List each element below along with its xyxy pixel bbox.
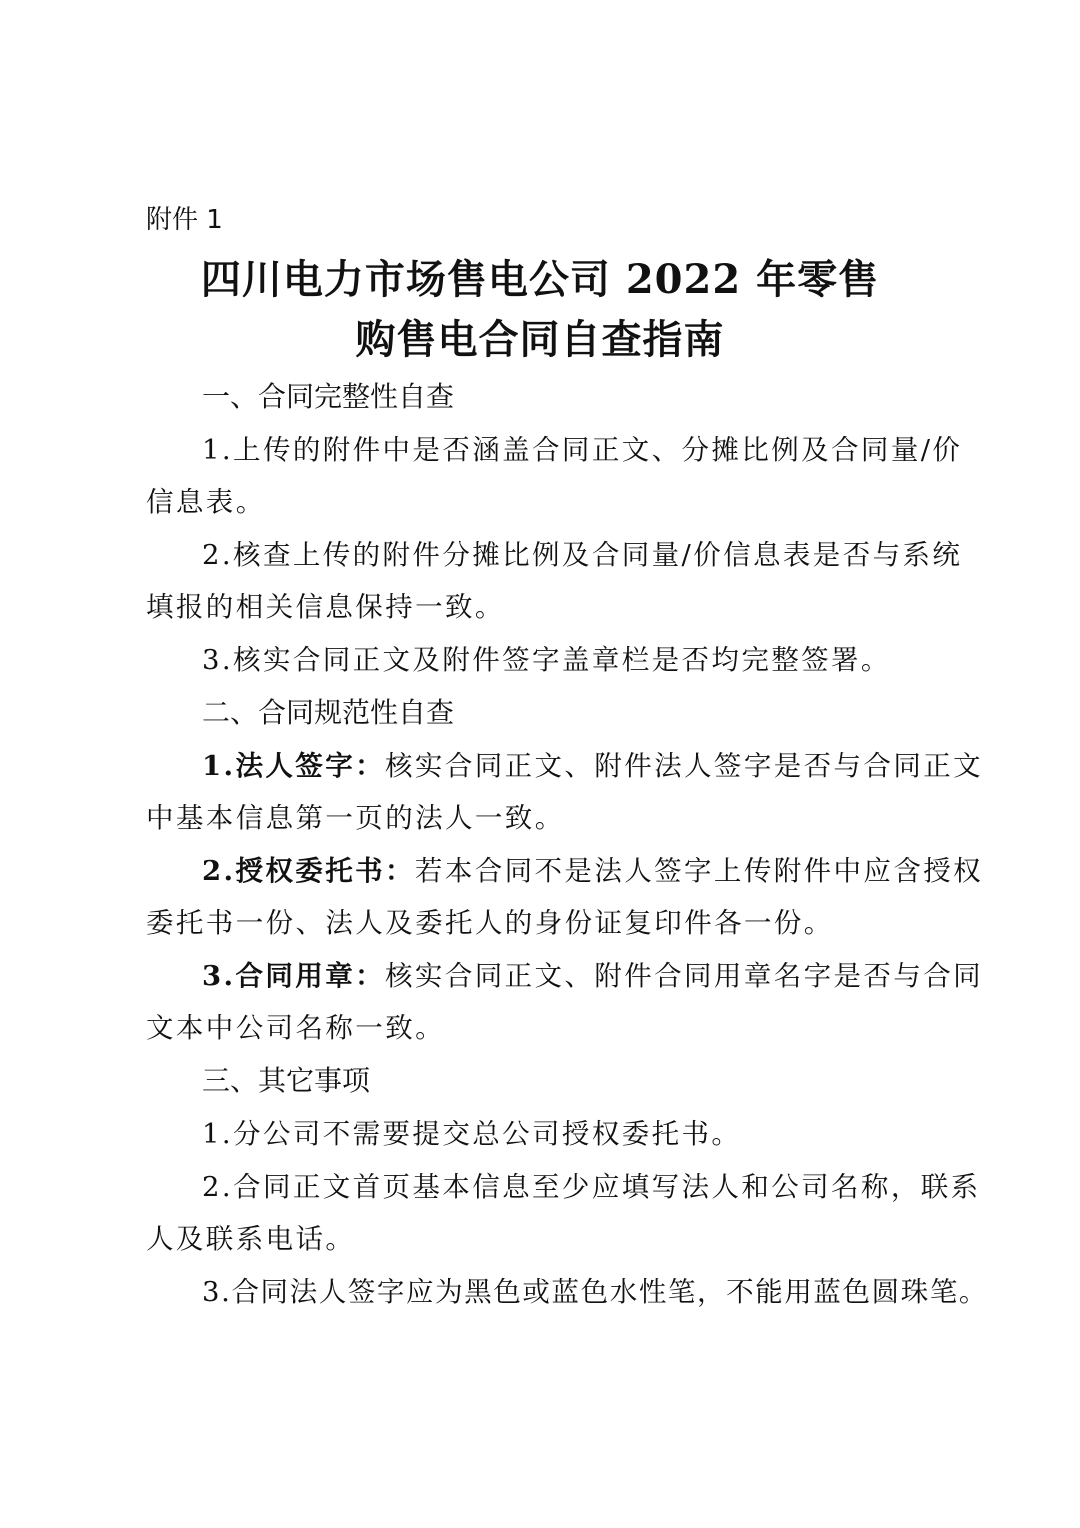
section-1-heading: 一、合同完整性自查: [202, 380, 455, 413]
s2-item1-text: 核实合同正文、附件法人签字是否与合同正文: [385, 750, 984, 782]
s1-item2-line1: 2.核查上传的附件分摊比例及合同量/价信息表是否与系统: [202, 539, 963, 571]
s2-item2-text: 若本合同不是法人签字上传附件中应含授权: [414, 855, 984, 887]
s2-item3-line1: [202, 956, 983, 996]
title-line-2: 购售电合同自查指南: [355, 316, 725, 363]
s2-item3-label: 3.合同用章：: [202, 960, 386, 992]
s1-item1-line1: 1.上传的附件中是否涵盖合同正文、分摊比例及合同量/价: [202, 434, 963, 466]
s2-item1-line1: [202, 746, 983, 786]
s2-item1-line2: 中基本信息第一页的法人一致。: [146, 802, 565, 834]
s2-item2-line1: [202, 851, 983, 891]
section-2-heading: 二、合同规范性自查: [202, 696, 455, 729]
section-3-heading: 三、其它事项: [202, 1064, 371, 1097]
title-line-1: 四川电力市场售电公司 2022 年零售: [200, 256, 880, 303]
attachment-label: 附件 1: [146, 205, 223, 235]
s2-item1-label: 1.法人签字：: [202, 750, 386, 782]
s3-item2-line2: 人及联系电话。: [146, 1223, 356, 1255]
s2-item3-text: 核实合同正文、附件合同用章名字是否与合同: [385, 960, 984, 992]
s3-item3-line1: 3.合同法人签字应为黑色或蓝色水性笔，不能用蓝色圆珠笔。: [202, 1276, 989, 1308]
s1-item2-line2: 填报的相关信息保持一致。: [146, 591, 505, 623]
s3-item2-line1: 2.合同正文首页基本信息至少应填写法人和公司名称，联系: [202, 1171, 981, 1203]
s2-item2-label: 2.授权委托书：: [202, 855, 415, 887]
s1-item1-line2: 信息表。: [146, 486, 266, 518]
s2-item3-line2: 文本中公司名称一致。: [146, 1012, 445, 1044]
s2-item2-line2: 委托书一份、法人及委托人的身份证复印件各一份。: [146, 907, 834, 939]
s1-item3-line1: 3.核实合同正文及附件签字盖章栏是否均完整签署。: [202, 644, 891, 676]
s3-item1-line1: 1.分公司不需要提交总公司授权委托书。: [202, 1118, 742, 1150]
